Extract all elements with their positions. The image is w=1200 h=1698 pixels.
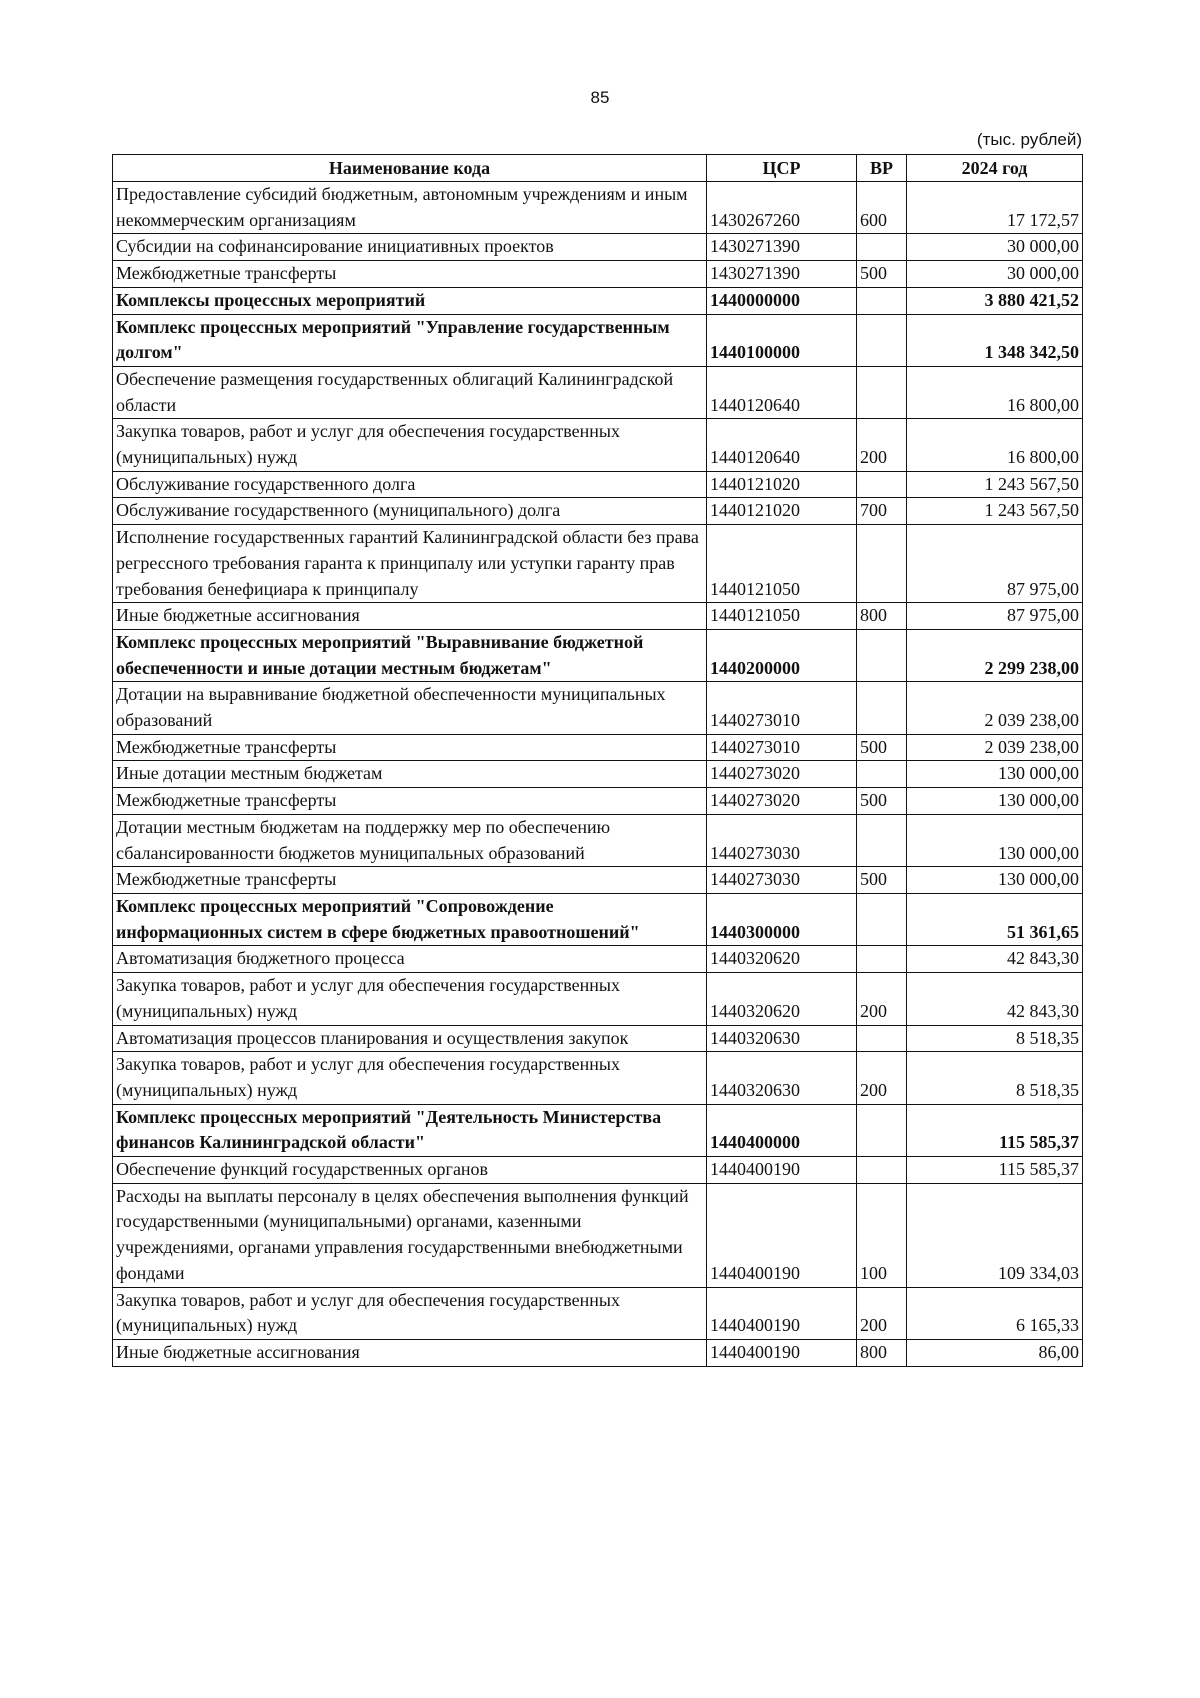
row-vr-cell — [857, 893, 907, 945]
row-amount-cell: 16 800,00 — [907, 366, 1083, 418]
row-name-cell: Комплексы процессных мероприятий — [113, 287, 707, 314]
row-csr-cell: 1440400190 — [707, 1287, 857, 1339]
table-header-row — [113, 155, 1083, 182]
table-row — [113, 603, 1083, 630]
row-vr-cell — [857, 1104, 907, 1156]
row-amount-cell: 130 000,00 — [907, 761, 1083, 788]
row-vr-cell — [857, 629, 907, 681]
row-vr-cell: 200 — [857, 419, 907, 471]
row-csr-cell: 1440400190 — [707, 1183, 857, 1287]
row-vr-cell — [857, 1157, 907, 1184]
row-vr-cell: 200 — [857, 1287, 907, 1339]
table-row — [113, 946, 1083, 973]
budget-table — [112, 154, 1083, 1367]
row-vr-cell — [857, 234, 907, 261]
row-amount-cell: 1 348 342,50 — [907, 314, 1083, 366]
row-amount-cell: 87 975,00 — [907, 525, 1083, 603]
row-name-cell: Дотации местным бюджетам на поддержку мер по обеспечению сбалансированности бюджетов муниципальных образований — [113, 814, 707, 866]
row-csr-cell: 1440121020 — [707, 498, 857, 525]
header-name: Наименование кода — [113, 155, 707, 182]
table-row — [113, 1339, 1083, 1366]
row-csr-cell: 1440120640 — [707, 419, 857, 471]
table-row — [113, 1052, 1083, 1104]
row-vr-cell — [857, 471, 907, 498]
row-csr-cell: 1440100000 — [707, 314, 857, 366]
row-csr-cell: 1430267260 — [707, 182, 857, 234]
table-row — [113, 973, 1083, 1025]
row-vr-cell — [857, 1025, 907, 1052]
row-vr-cell: 800 — [857, 603, 907, 630]
row-vr-cell: 200 — [857, 973, 907, 1025]
row-name-cell: Расходы на выплаты персоналу в целях обеспечения выполнения функций государственными (муниципальными) органами, казенными учреждениями, органами управления государственными внебюджетными фондами — [113, 1183, 707, 1287]
row-name-cell: Комплекс процессных мероприятий "Выравнивание бюджетной обеспеченности и иные дотации местным бюджетам" — [113, 629, 707, 681]
row-vr-cell — [857, 682, 907, 734]
row-amount-cell: 30 000,00 — [907, 261, 1083, 288]
row-csr-cell: 1440320630 — [707, 1025, 857, 1052]
row-amount-cell: 1 243 567,50 — [907, 471, 1083, 498]
table-row — [113, 734, 1083, 761]
row-amount-cell: 130 000,00 — [907, 814, 1083, 866]
row-vr-cell: 700 — [857, 498, 907, 525]
row-name-cell: Обслуживание государственного долга — [113, 471, 707, 498]
row-name-cell: Иные дотации местным бюджетам — [113, 761, 707, 788]
row-name-cell: Иные бюджетные ассигнования — [113, 1339, 707, 1366]
table-row — [113, 314, 1083, 366]
row-csr-cell: 1440000000 — [707, 287, 857, 314]
table-row — [113, 1025, 1083, 1052]
row-csr-cell: 1440320630 — [707, 1052, 857, 1104]
row-name-cell: Предоставление субсидий бюджетным, автономным учреждениям и иным некоммерческим организациям — [113, 182, 707, 234]
row-name-cell: Автоматизация процессов планирования и осуществления закупок — [113, 1025, 707, 1052]
row-vr-cell — [857, 814, 907, 866]
row-csr-cell: 1440400190 — [707, 1157, 857, 1184]
table-body — [113, 182, 1083, 1367]
table-row — [113, 498, 1083, 525]
row-name-cell: Обслуживание государственного (муниципального) долга — [113, 498, 707, 525]
header-year: 2024 год — [907, 155, 1083, 182]
row-name-cell: Комплекс процессных мероприятий "Деятельность Министерства финансов Калининградской области" — [113, 1104, 707, 1156]
row-vr-cell: 100 — [857, 1183, 907, 1287]
row-amount-cell: 3 880 421,52 — [907, 287, 1083, 314]
row-csr-cell: 1440200000 — [707, 629, 857, 681]
row-amount-cell: 30 000,00 — [907, 234, 1083, 261]
row-amount-cell: 8 518,35 — [907, 1025, 1083, 1052]
row-name-cell: Межбюджетные трансферты — [113, 788, 707, 815]
row-vr-cell — [857, 761, 907, 788]
row-name-cell: Закупка товаров, работ и услуг для обеспечения государственных (муниципальных) нужд — [113, 1052, 707, 1104]
row-name-cell: Межбюджетные трансферты — [113, 734, 707, 761]
row-amount-cell: 86,00 — [907, 1339, 1083, 1366]
row-vr-cell: 500 — [857, 788, 907, 815]
row-csr-cell: 1440121020 — [707, 471, 857, 498]
row-amount-cell: 115 585,37 — [907, 1157, 1083, 1184]
page-number: 85 — [590, 88, 610, 107]
row-amount-cell: 2 039 238,00 — [907, 682, 1083, 734]
row-csr-cell: 1430271390 — [707, 234, 857, 261]
row-amount-cell: 1 243 567,50 — [907, 498, 1083, 525]
table-row — [113, 261, 1083, 288]
row-vr-cell: 800 — [857, 1339, 907, 1366]
row-name-cell: Субсидии на софинансирование инициативных проектов — [113, 234, 707, 261]
row-amount-cell: 109 334,03 — [907, 1183, 1083, 1287]
table-row — [113, 182, 1083, 234]
table-row — [113, 419, 1083, 471]
row-csr-cell: 1440320620 — [707, 973, 857, 1025]
row-csr-cell: 1440273020 — [707, 761, 857, 788]
row-amount-cell: 130 000,00 — [907, 867, 1083, 894]
table-row — [113, 1287, 1083, 1339]
row-csr-cell: 1440400190 — [707, 1339, 857, 1366]
table-row — [113, 761, 1083, 788]
units-label: (тыс. рублей) — [976, 130, 1082, 149]
row-vr-cell: 600 — [857, 182, 907, 234]
table-row — [113, 893, 1083, 945]
row-amount-cell: 42 843,30 — [907, 973, 1083, 1025]
row-amount-cell: 51 361,65 — [907, 893, 1083, 945]
row-amount-cell: 130 000,00 — [907, 788, 1083, 815]
row-vr-cell: 500 — [857, 734, 907, 761]
row-csr-cell: 1440121050 — [707, 525, 857, 603]
table-row — [113, 1157, 1083, 1184]
row-name-cell: Комплекс процессных мероприятий "Управление государственным долгом" — [113, 314, 707, 366]
row-csr-cell: 1440120640 — [707, 366, 857, 418]
row-name-cell: Исполнение государственных гарантий Калининградской области без права регрессного требования гаранта к принципалу или уступки гаранту прав требования бенефициара к принципалу — [113, 525, 707, 603]
row-vr-cell — [857, 366, 907, 418]
row-amount-cell: 115 585,37 — [907, 1104, 1083, 1156]
row-amount-cell: 2 299 238,00 — [907, 629, 1083, 681]
table-row — [113, 682, 1083, 734]
table-row — [113, 1104, 1083, 1156]
row-csr-cell: 1440273010 — [707, 682, 857, 734]
row-csr-cell: 1440121050 — [707, 603, 857, 630]
table-row — [113, 287, 1083, 314]
table-row — [113, 1183, 1083, 1287]
row-name-cell: Обеспечение функций государственных органов — [113, 1157, 707, 1184]
row-amount-cell: 8 518,35 — [907, 1052, 1083, 1104]
table-row — [113, 629, 1083, 681]
row-amount-cell: 87 975,00 — [907, 603, 1083, 630]
row-csr-cell: 1440273020 — [707, 788, 857, 815]
row-name-cell: Закупка товаров, работ и услуг для обеспечения государственных (муниципальных) нужд — [113, 419, 707, 471]
row-name-cell: Автоматизация бюджетного процесса — [113, 946, 707, 973]
row-name-cell: Закупка товаров, работ и услуг для обеспечения государственных (муниципальных) нужд — [113, 973, 707, 1025]
row-amount-cell: 42 843,30 — [907, 946, 1083, 973]
row-amount-cell: 2 039 238,00 — [907, 734, 1083, 761]
row-vr-cell: 200 — [857, 1052, 907, 1104]
row-amount-cell: 6 165,33 — [907, 1287, 1083, 1339]
table-row — [113, 788, 1083, 815]
row-name-cell: Обеспечение размещения государственных облигаций Калининградской области — [113, 366, 707, 418]
row-name-cell: Межбюджетные трансферты — [113, 867, 707, 894]
row-csr-cell: 1440400000 — [707, 1104, 857, 1156]
row-csr-cell: 1440273030 — [707, 867, 857, 894]
table-row — [113, 366, 1083, 418]
row-vr-cell — [857, 525, 907, 603]
row-csr-cell: 1440273010 — [707, 734, 857, 761]
row-amount-cell: 17 172,57 — [907, 182, 1083, 234]
row-csr-cell: 1440320620 — [707, 946, 857, 973]
table-row — [113, 234, 1083, 261]
header-vr: ВР — [857, 155, 907, 182]
row-name-cell: Комплекс процессных мероприятий "Сопровождение информационных систем в сфере бюджетных правоотношений" — [113, 893, 707, 945]
row-name-cell: Межбюджетные трансферты — [113, 261, 707, 288]
row-name-cell: Дотации на выравнивание бюджетной обеспеченности муниципальных образований — [113, 682, 707, 734]
row-csr-cell: 1440300000 — [707, 893, 857, 945]
row-vr-cell — [857, 946, 907, 973]
table-row — [113, 525, 1083, 603]
table-row — [113, 471, 1083, 498]
row-vr-cell: 500 — [857, 261, 907, 288]
table-row — [113, 814, 1083, 866]
row-vr-cell — [857, 314, 907, 366]
row-vr-cell — [857, 287, 907, 314]
row-amount-cell: 16 800,00 — [907, 419, 1083, 471]
row-vr-cell: 500 — [857, 867, 907, 894]
table-row — [113, 867, 1083, 894]
row-name-cell: Закупка товаров, работ и услуг для обеспечения государственных (муниципальных) нужд — [113, 1287, 707, 1339]
header-csr: ЦСР — [707, 155, 857, 182]
row-csr-cell: 1430271390 — [707, 261, 857, 288]
row-name-cell: Иные бюджетные ассигнования — [113, 603, 707, 630]
row-csr-cell: 1440273030 — [707, 814, 857, 866]
